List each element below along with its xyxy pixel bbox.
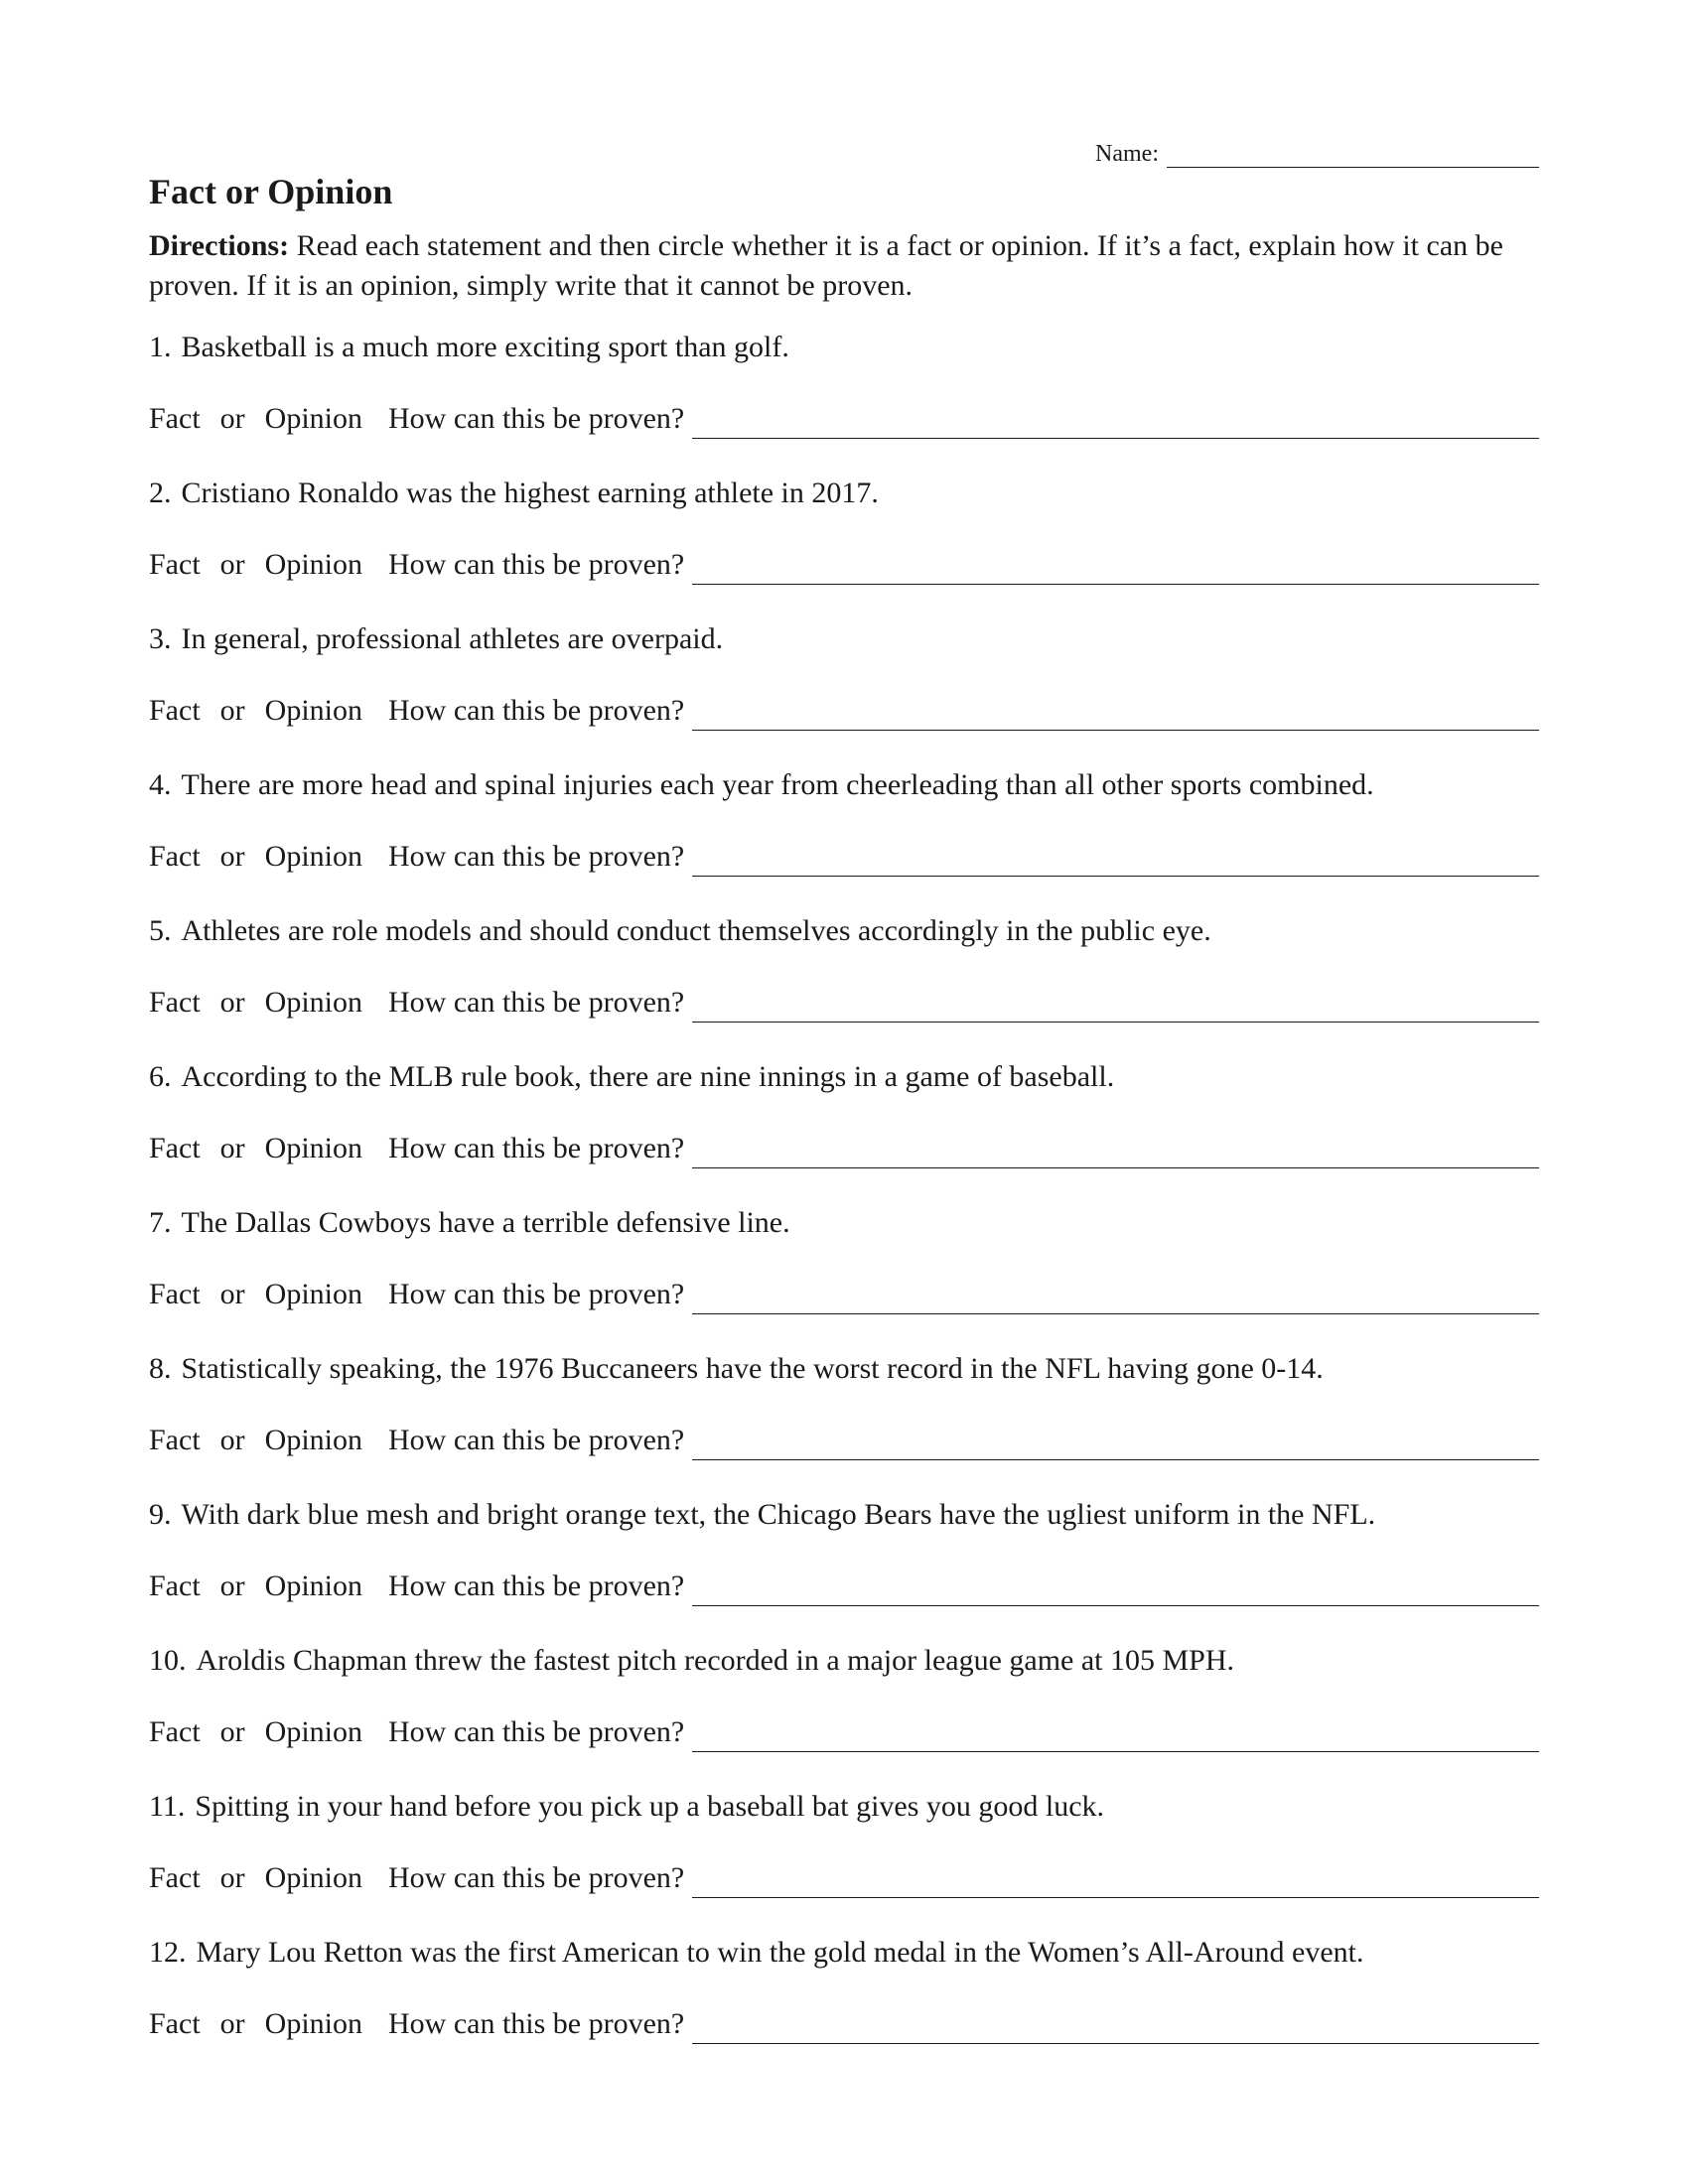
answer-row bbox=[149, 2004, 1539, 2044]
proof-prompt: How can this be proven? bbox=[388, 1278, 685, 1310]
answer-row bbox=[149, 1858, 1539, 1898]
question-number: 8. bbox=[149, 1352, 172, 1385]
proof-answer-line[interactable] bbox=[692, 1426, 1539, 1460]
question-4 bbox=[149, 765, 1539, 911]
question-statement bbox=[149, 1349, 1539, 1389]
question-statement bbox=[149, 1933, 1539, 1973]
or-label: or bbox=[219, 986, 245, 1019]
question-2 bbox=[149, 474, 1539, 619]
opinion-option[interactable]: Opinion bbox=[264, 2007, 362, 2040]
proof-prompt: How can this be proven? bbox=[388, 840, 685, 873]
answer-row bbox=[149, 1129, 1539, 1168]
proof-answer-line[interactable] bbox=[692, 988, 1539, 1023]
proof-answer-line[interactable] bbox=[692, 696, 1539, 731]
fact-option[interactable]: Fact bbox=[149, 1424, 201, 1456]
question-text: Statistically speaking, the 1976 Buccaneers have the worst record in the NFL having gone 0-14. bbox=[181, 1352, 1324, 1385]
proof-answer-line[interactable] bbox=[692, 1134, 1539, 1168]
question-number: 5. bbox=[149, 914, 172, 947]
opinion-option[interactable]: Opinion bbox=[264, 986, 362, 1019]
directions-text: Read each statement and then circle whether it is a fact or opinion. If it’s a fact, explain how it can be proven. If it is an opinion, simply write that it cannot be proven. bbox=[149, 229, 1503, 302]
proof-answer-line[interactable] bbox=[692, 550, 1539, 585]
question-11 bbox=[149, 1787, 1539, 1933]
question-text: The Dallas Cowboys have a terrible defensive line. bbox=[181, 1206, 790, 1239]
or-label: or bbox=[219, 1278, 245, 1310]
answer-row bbox=[149, 1712, 1539, 1752]
answer-row bbox=[149, 983, 1539, 1023]
proof-answer-line[interactable] bbox=[692, 2009, 1539, 2044]
question-text: Cristiano Ronaldo was the highest earning athlete in 2017. bbox=[181, 477, 879, 509]
proof-answer-line[interactable] bbox=[692, 842, 1539, 877]
fact-option[interactable]: Fact bbox=[149, 1570, 201, 1602]
answer-row bbox=[149, 691, 1539, 731]
question-text: With dark blue mesh and bright orange text, the Chicago Bears have the ugliest uniform in the NFL. bbox=[181, 1498, 1376, 1531]
fact-option[interactable]: Fact bbox=[149, 986, 201, 1019]
or-label: or bbox=[219, 2007, 245, 2040]
directions bbox=[149, 226, 1539, 306]
question-7 bbox=[149, 1203, 1539, 1349]
question-statement bbox=[149, 619, 1539, 659]
opinion-option[interactable]: Opinion bbox=[264, 548, 362, 581]
proof-prompt: How can this be proven? bbox=[388, 548, 685, 581]
proof-prompt: How can this be proven? bbox=[388, 694, 685, 727]
fact-option[interactable]: Fact bbox=[149, 1861, 201, 1894]
question-number: 10. bbox=[149, 1644, 187, 1677]
proof-prompt: How can this be proven? bbox=[388, 402, 685, 435]
question-number: 7. bbox=[149, 1206, 172, 1239]
question-1 bbox=[149, 328, 1539, 474]
proof-answer-line[interactable] bbox=[692, 1863, 1539, 1898]
proof-prompt: How can this be proven? bbox=[388, 1424, 685, 1456]
opinion-option[interactable]: Opinion bbox=[264, 1278, 362, 1310]
question-text: In general, professional athletes are overpaid. bbox=[181, 622, 724, 655]
question-text: Aroldis Chapman threw the fastest pitch recorded in a major league game at 105 MPH. bbox=[196, 1644, 1235, 1677]
or-label: or bbox=[219, 1715, 245, 1748]
name-input-line[interactable] bbox=[1167, 137, 1539, 168]
question-number: 1. bbox=[149, 331, 172, 363]
name-label: Name: bbox=[1095, 141, 1159, 167]
question-statement bbox=[149, 474, 1539, 513]
or-label: or bbox=[219, 1132, 245, 1164]
question-12 bbox=[149, 1933, 1539, 2079]
question-text: Basketball is a much more exciting sport than golf. bbox=[181, 331, 789, 363]
fact-option[interactable]: Fact bbox=[149, 1132, 201, 1164]
answer-row bbox=[149, 545, 1539, 585]
question-number: 3. bbox=[149, 622, 172, 655]
or-label: or bbox=[219, 402, 245, 435]
name-field-row bbox=[1095, 137, 1539, 168]
question-10 bbox=[149, 1641, 1539, 1787]
answer-row bbox=[149, 1421, 1539, 1460]
proof-prompt: How can this be proven? bbox=[388, 1132, 685, 1164]
proof-prompt: How can this be proven? bbox=[388, 986, 685, 1019]
question-statement bbox=[149, 765, 1539, 805]
worksheet-title: Fact or Opinion bbox=[149, 172, 393, 211]
opinion-option[interactable]: Opinion bbox=[264, 1570, 362, 1602]
proof-prompt: How can this be proven? bbox=[388, 2007, 685, 2040]
fact-option[interactable]: Fact bbox=[149, 1715, 201, 1748]
question-9 bbox=[149, 1495, 1539, 1641]
opinion-option[interactable]: Opinion bbox=[264, 1424, 362, 1456]
question-text: Athletes are role models and should conduct themselves accordingly in the public eye. bbox=[181, 914, 1211, 947]
question-3 bbox=[149, 619, 1539, 765]
question-text: Mary Lou Retton was the first American to win the gold medal in the Women’s All-Around event. bbox=[196, 1936, 1364, 1969]
proof-answer-line[interactable] bbox=[692, 1571, 1539, 1606]
answer-row bbox=[149, 1275, 1539, 1314]
question-number: 9. bbox=[149, 1498, 172, 1531]
fact-option[interactable]: Fact bbox=[149, 1278, 201, 1310]
question-statement bbox=[149, 911, 1539, 951]
question-text: Spitting in your hand before you pick up a baseball bat gives you good luck. bbox=[195, 1790, 1105, 1823]
proof-answer-line[interactable] bbox=[692, 1280, 1539, 1314]
or-label: or bbox=[219, 548, 245, 581]
proof-prompt: How can this be proven? bbox=[388, 1861, 685, 1894]
opinion-option[interactable]: Opinion bbox=[264, 1861, 362, 1894]
or-label: or bbox=[219, 1570, 245, 1602]
proof-prompt: How can this be proven? bbox=[388, 1570, 685, 1602]
question-statement bbox=[149, 1787, 1539, 1827]
opinion-option[interactable]: Opinion bbox=[264, 402, 362, 435]
question-statement bbox=[149, 1495, 1539, 1535]
question-number: 11. bbox=[149, 1790, 186, 1823]
proof-answer-line[interactable] bbox=[692, 1717, 1539, 1752]
fact-option[interactable]: Fact bbox=[149, 840, 201, 873]
answer-row bbox=[149, 837, 1539, 877]
or-label: or bbox=[219, 840, 245, 873]
question-number: 4. bbox=[149, 768, 172, 801]
or-label: or bbox=[219, 1861, 245, 1894]
or-label: or bbox=[219, 1424, 245, 1456]
opinion-option[interactable]: Opinion bbox=[264, 1715, 362, 1748]
question-number: 12. bbox=[149, 1936, 187, 1969]
opinion-option[interactable]: Opinion bbox=[264, 840, 362, 873]
fact-option[interactable]: Fact bbox=[149, 402, 201, 435]
fact-option[interactable]: Fact bbox=[149, 548, 201, 581]
fact-option[interactable]: Fact bbox=[149, 2007, 201, 2040]
opinion-option[interactable]: Opinion bbox=[264, 1132, 362, 1164]
question-text: There are more head and spinal injuries each year from cheerleading than all other sports combined. bbox=[181, 768, 1374, 801]
proof-answer-line[interactable] bbox=[692, 404, 1539, 439]
question-number: 6. bbox=[149, 1060, 172, 1093]
question-statement bbox=[149, 328, 1539, 367]
proof-prompt: How can this be proven? bbox=[388, 1715, 685, 1748]
or-label: or bbox=[219, 694, 245, 727]
question-statement bbox=[149, 1641, 1539, 1681]
directions-label: Directions: bbox=[149, 229, 290, 262]
answer-row bbox=[149, 1567, 1539, 1606]
fact-option[interactable]: Fact bbox=[149, 694, 201, 727]
question-5 bbox=[149, 911, 1539, 1057]
question-6 bbox=[149, 1057, 1539, 1203]
answer-row bbox=[149, 399, 1539, 439]
question-list bbox=[149, 328, 1539, 2079]
question-number: 2. bbox=[149, 477, 172, 509]
opinion-option[interactable]: Opinion bbox=[264, 694, 362, 727]
question-text: According to the MLB rule book, there are nine innings in a game of baseball. bbox=[181, 1060, 1115, 1093]
question-statement bbox=[149, 1057, 1539, 1097]
question-8 bbox=[149, 1349, 1539, 1495]
question-statement bbox=[149, 1203, 1539, 1243]
